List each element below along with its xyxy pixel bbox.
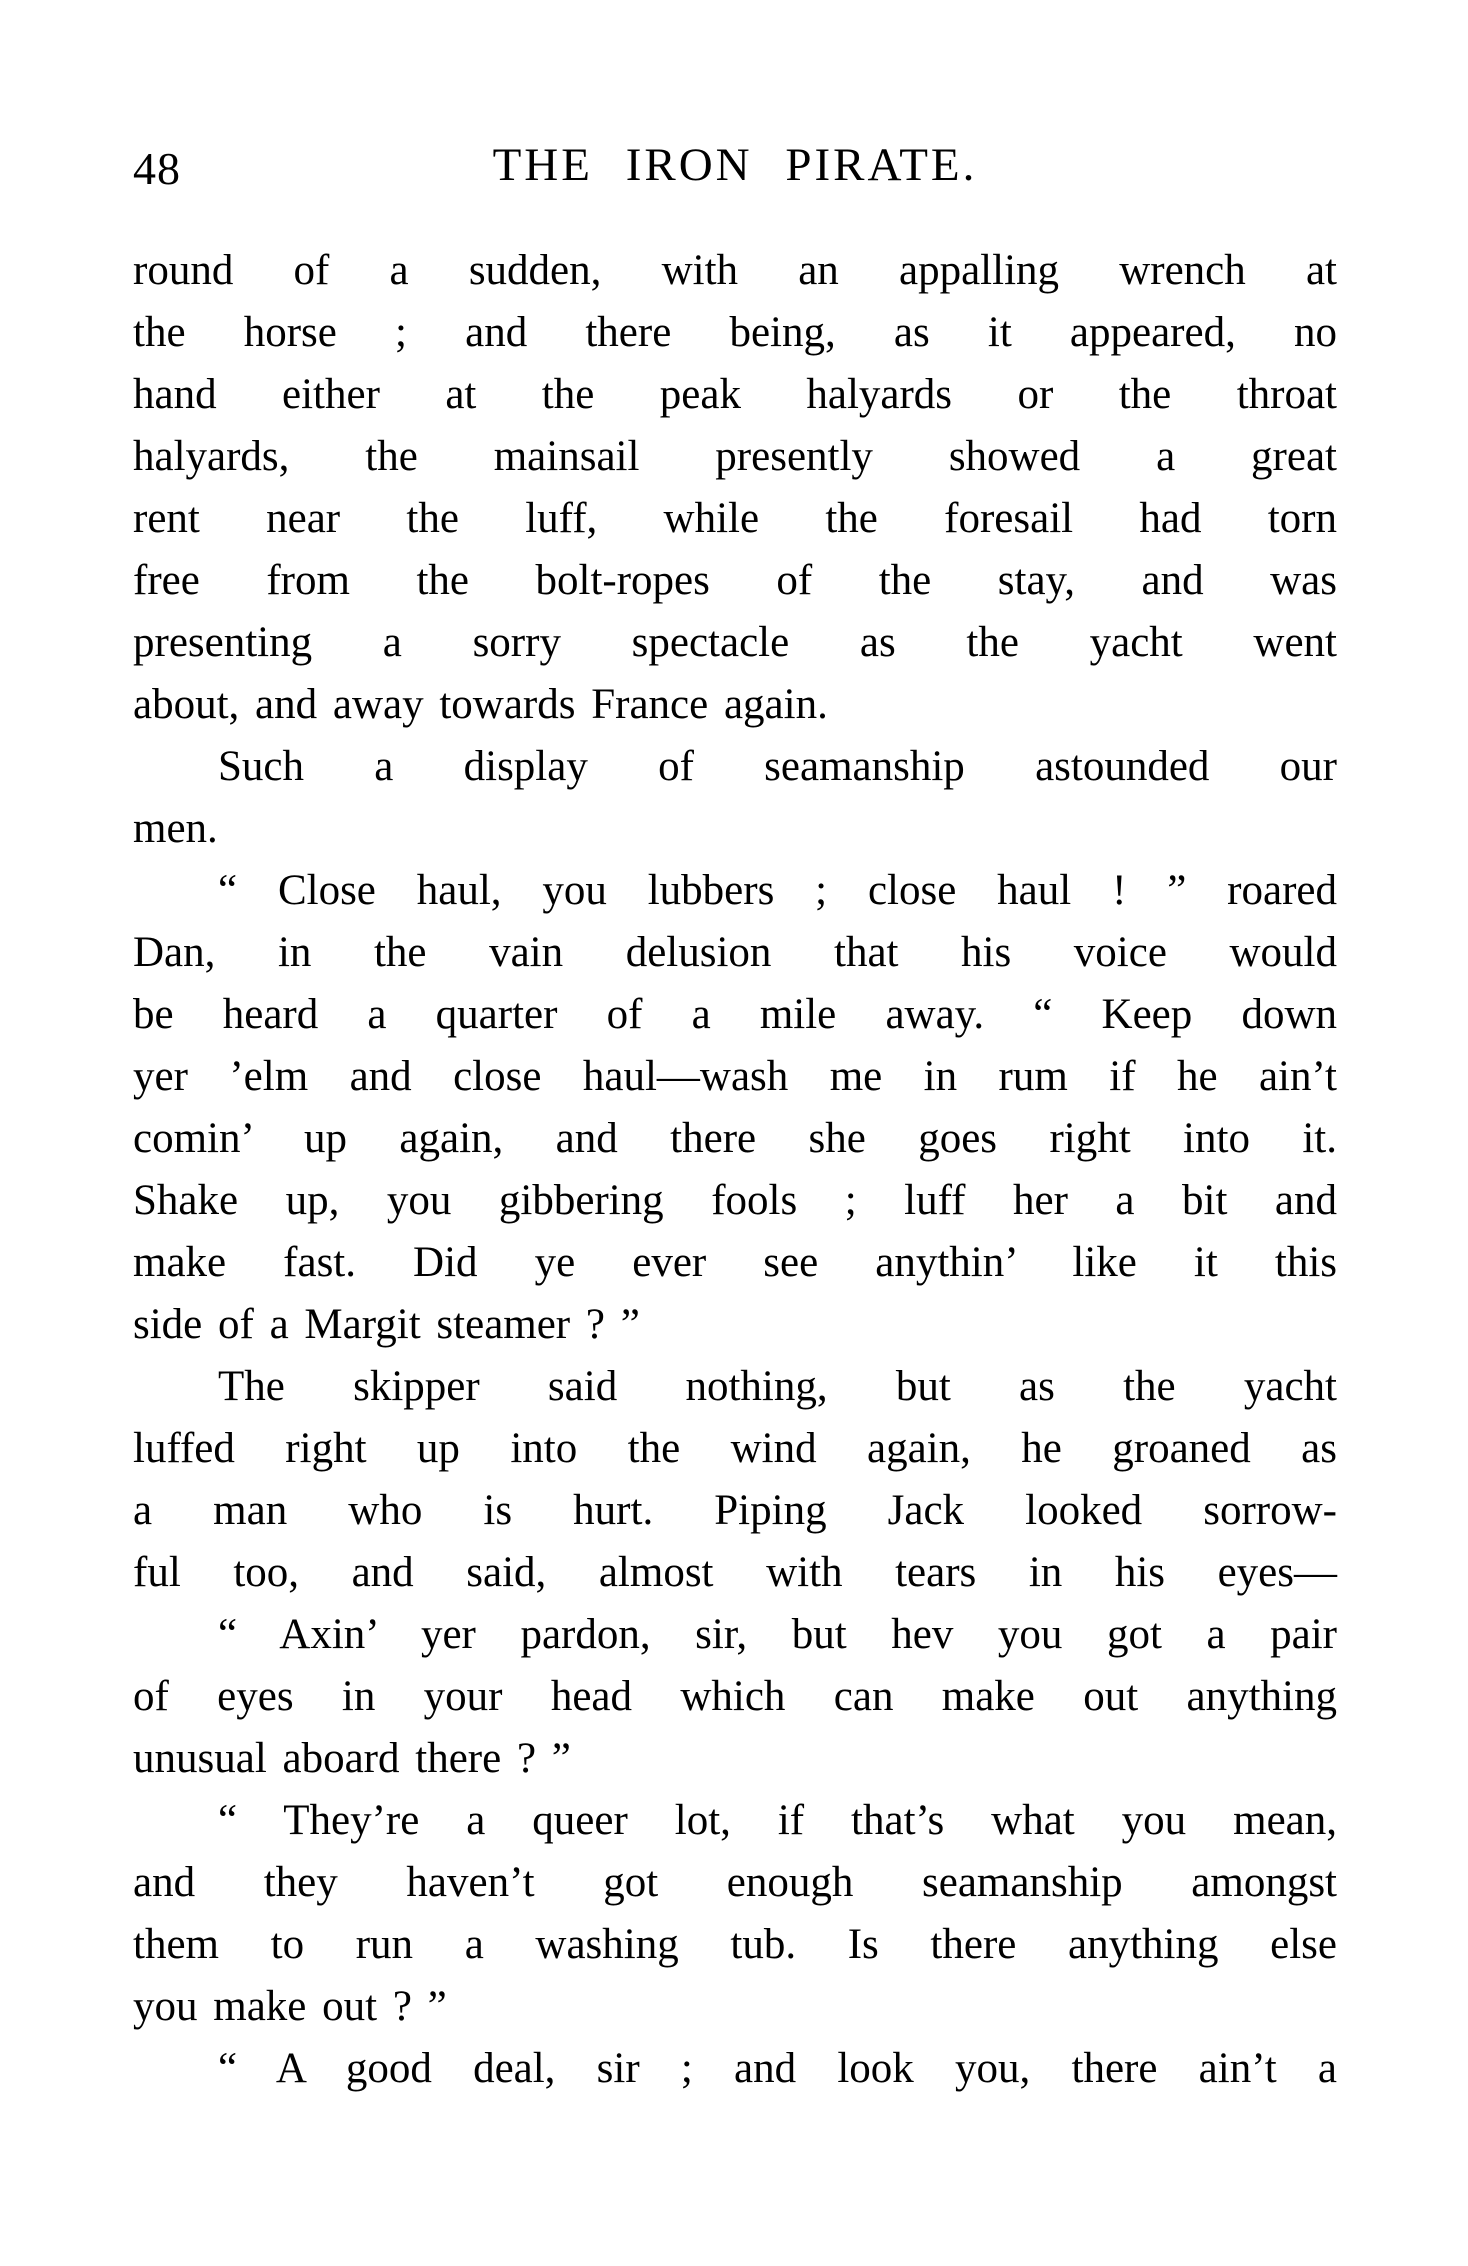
text-line: men. <box>133 805 218 852</box>
text-line: luffed right up into the wind again, he groaned as <box>133 1425 1337 1472</box>
running-header <box>133 138 1337 202</box>
text-line: The skipper said nothing, but as the yacht <box>218 1363 1337 1410</box>
text-line: yer ’elm and close haul—wash me in rum if he ain’t <box>133 1053 1337 1100</box>
text-line: Such a display of seamanship astounded our <box>218 743 1337 790</box>
paragraph <box>133 2038 1337 2100</box>
text-line: presenting a sorry spectacle as the yacht went <box>133 619 1337 666</box>
text-line: unusual aboard there ? ” <box>133 1735 571 1782</box>
text-line: and they haven’t got enough seamanship amongst <box>133 1859 1337 1906</box>
text-line: side of a Margit steamer ? ” <box>133 1301 640 1348</box>
text-line: you make out ? ” <box>133 1983 447 2030</box>
text-line: make fast. Did ye ever see anythin’ like it this <box>133 1239 1337 1286</box>
text-line: of eyes in your head which can make out anything <box>133 1673 1337 1720</box>
paragraph <box>133 1356 1337 1604</box>
text-line: the horse ; and there being, as it appeared, no <box>133 309 1337 356</box>
text-line: free from the bolt-ropes of the stay, and was <box>133 557 1337 604</box>
text-line: hand either at the peak halyards or the throat <box>133 371 1337 418</box>
paragraph <box>133 736 1337 860</box>
text-line: round of a sudden, with an appalling wrench at <box>133 247 1337 294</box>
text-line: be heard a quarter of a mile away. “ Keep down <box>133 991 1337 1038</box>
running-title: THE IRON PIRATE. <box>492 139 978 191</box>
text-line: a man who is hurt. Piping Jack looked sorrow- <box>133 1487 1337 1534</box>
text-line: halyards, the mainsail presently showed a great <box>133 433 1337 480</box>
text-line: comin’ up again, and there she goes right into it. <box>133 1115 1337 1162</box>
paragraph <box>133 1790 1337 2038</box>
text-line: “ Axin’ yer pardon, sir, but hev you got a pair <box>218 1611 1337 1658</box>
paragraph <box>133 860 1337 1356</box>
text-line: Dan, in the vain delusion that his voice would <box>133 929 1337 976</box>
text-line: them to run a washing tub. Is there anything else <box>133 1921 1337 1968</box>
paragraph <box>133 1604 1337 1790</box>
text-line: Shake up, you gibbering fools ; luff her a bit and <box>133 1177 1337 1224</box>
text-line: ful too, and said, almost with tears in his eyes— <box>133 1549 1337 1596</box>
text-line: about, and away towards France again. <box>133 681 828 728</box>
paragraph <box>133 240 1337 736</box>
text-line: rent near the luff, while the foresail had torn <box>133 495 1337 542</box>
text-line: “ A good deal, sir ; and look you, there ain’t a <box>218 2045 1337 2092</box>
text-line: “ Close haul, you lubbers ; close haul ! ” roared <box>218 867 1337 914</box>
page-body <box>133 240 1337 2100</box>
page-number: 48 <box>133 143 181 194</box>
text-line: “ They’re a queer lot, if that’s what you mean, <box>218 1797 1337 1844</box>
